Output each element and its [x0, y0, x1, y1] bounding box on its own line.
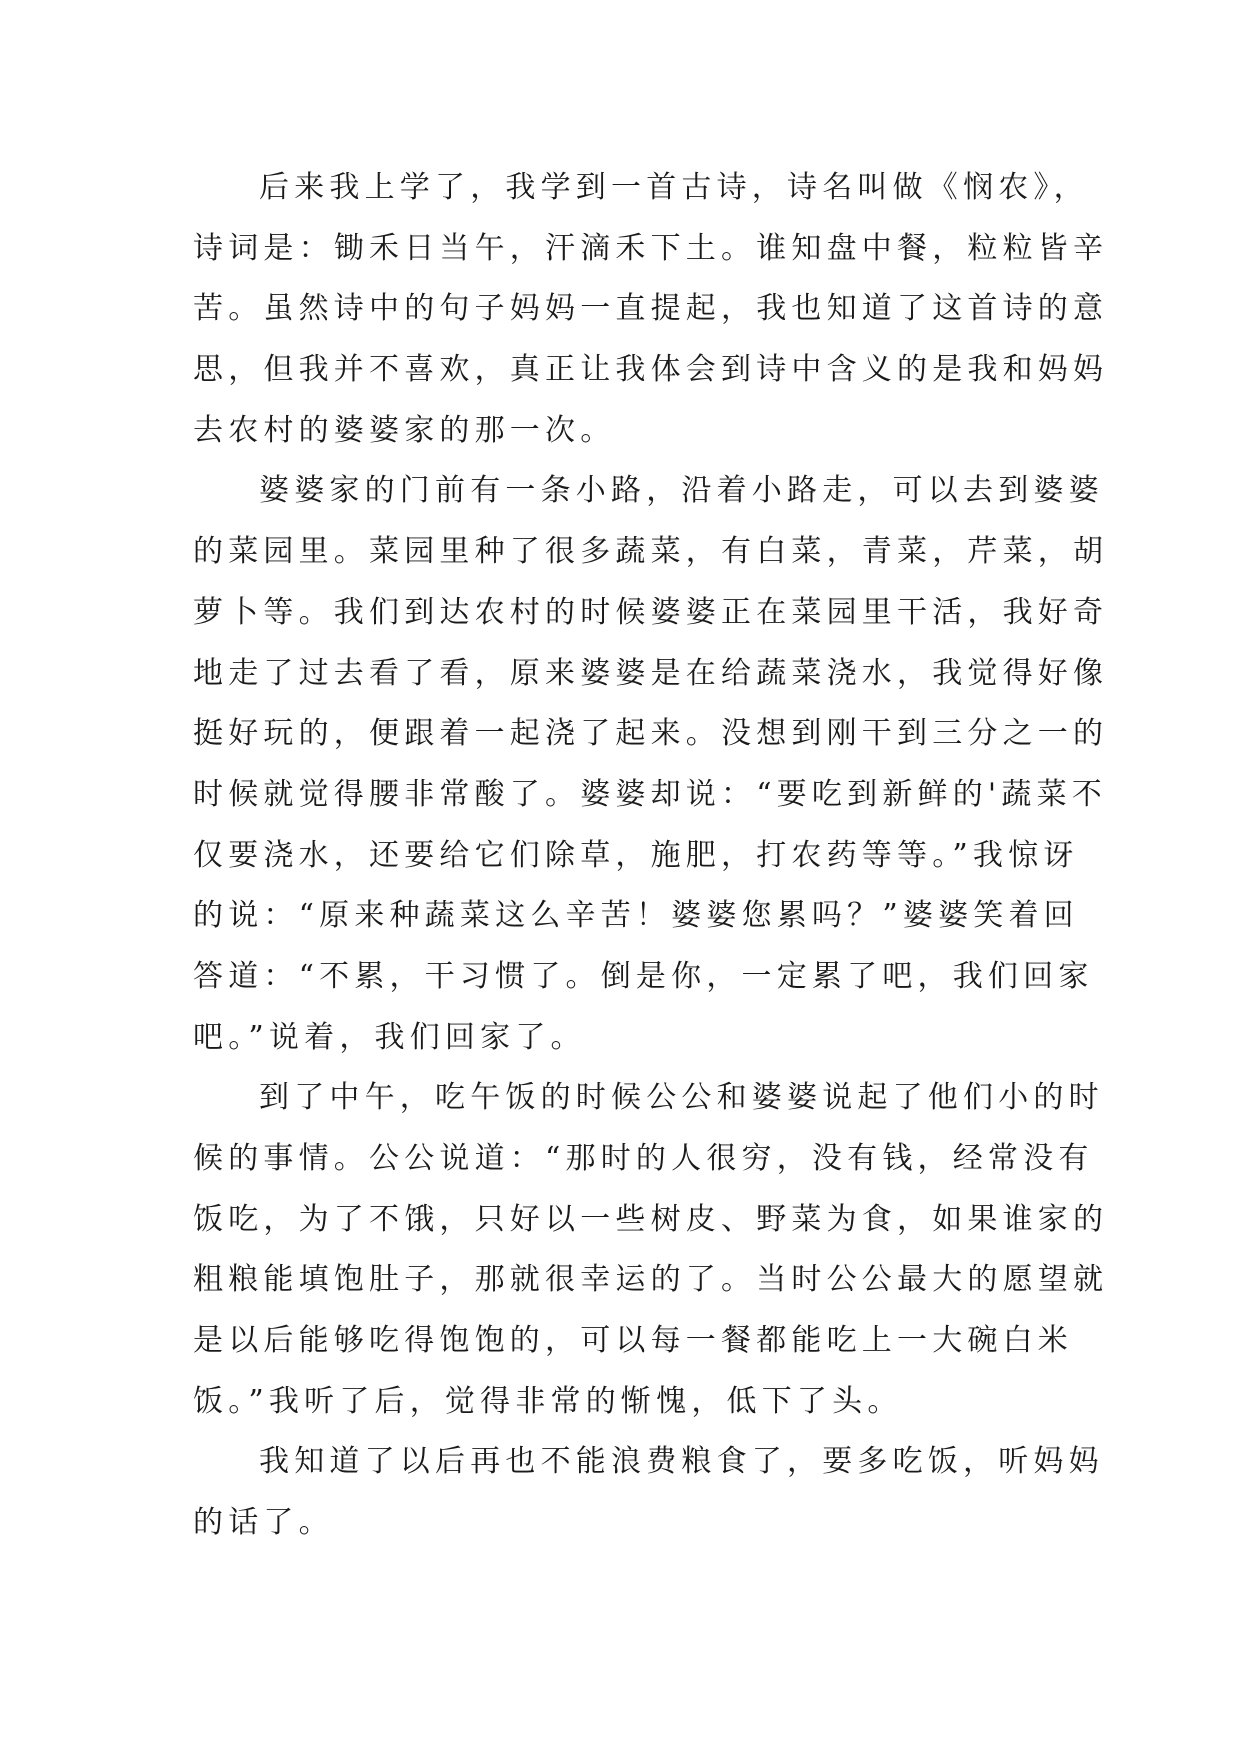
paragraph-4 — [193, 1432, 1104, 1553]
text-line: 苦。虽然诗中的句子妈妈一直提起，我也知道了这首诗的意 — [193, 291, 1109, 327]
text-line: 挺好玩的，便跟着一起浇了起来。没想到刚干到三分之一的 — [193, 716, 1109, 752]
text-line: 饭。”我听了后，觉得非常的惭愧，低下了头。 — [193, 1383, 903, 1419]
paragraph-1 — [193, 158, 1109, 461]
text-line: 我知道了以后再也不能浪费粮食了，要多吃饭，听妈妈 — [259, 1444, 1104, 1480]
text-line: 答道：“不累，干习惯了。倒是你，一定累了吧，我们回家 — [193, 958, 1094, 994]
text-line: 吧。”说着，我们回家了。 — [193, 1019, 586, 1055]
text-line: 时候就觉得腰非常酸了。婆婆却说：“要吃到新鲜的'蔬菜不 — [193, 776, 1107, 812]
text-line: 诗词是：锄禾日当午，汗滴禾下土。谁知盘中餐，粒粒皆辛 — [193, 230, 1109, 266]
text-line: 后来我上学了，我学到一首古诗，诗名叫做《悯农》， — [259, 170, 1089, 205]
paragraph-3 — [193, 1068, 1109, 1432]
text-line: 粗粮能填饱肚子，那就很幸运的了。当时公公最大的愿望就 — [193, 1262, 1109, 1298]
text-line: 思，但我并不喜欢，真正让我体会到诗中含义的是我和妈妈 — [193, 352, 1109, 388]
essay-body — [193, 158, 1109, 1554]
text-line: 的说：“原来种蔬菜这么辛苦！婆婆您累吗？”婆婆笑着回 — [193, 898, 1079, 934]
text-line: 是以后能够吃得饱饱的，可以每一餐都能吃上一大碗白米 — [193, 1323, 1073, 1359]
text-line: 候的事情。公公说道：“那时的人很穷，没有钱，经常没有 — [193, 1141, 1094, 1176]
text-line: 的菜园里。菜园里种了很多蔬菜，有白菜，青菜，芹菜，胡 — [193, 534, 1109, 570]
text-line: 仅要浇水，还要给它们除草，施肥，打农药等等。”我惊讶 — [193, 837, 1079, 873]
text-line: 去农村的婆婆家的那一次。 — [193, 412, 616, 448]
text-line: 的话了。 — [193, 1505, 334, 1541]
text-line: 地走了过去看了看，原来婆婆是在给蔬菜浇水，我觉得好像 — [193, 655, 1109, 691]
text-line: 饭吃，为了不饿，只好以一些树皮、野菜为食，如果谁家的 — [193, 1201, 1109, 1237]
text-line: 婆婆家的门前有一条小路，沿着小路走，可以去到婆婆 — [259, 473, 1104, 509]
text-line: 萝卜等。我们到达农村的时候婆婆正在菜园里干活，我好奇 — [193, 594, 1109, 630]
text-line: 到了中午，吃午饭的时候公公和婆婆说起了他们小的时 — [259, 1080, 1104, 1116]
paragraph-2 — [193, 461, 1109, 1068]
